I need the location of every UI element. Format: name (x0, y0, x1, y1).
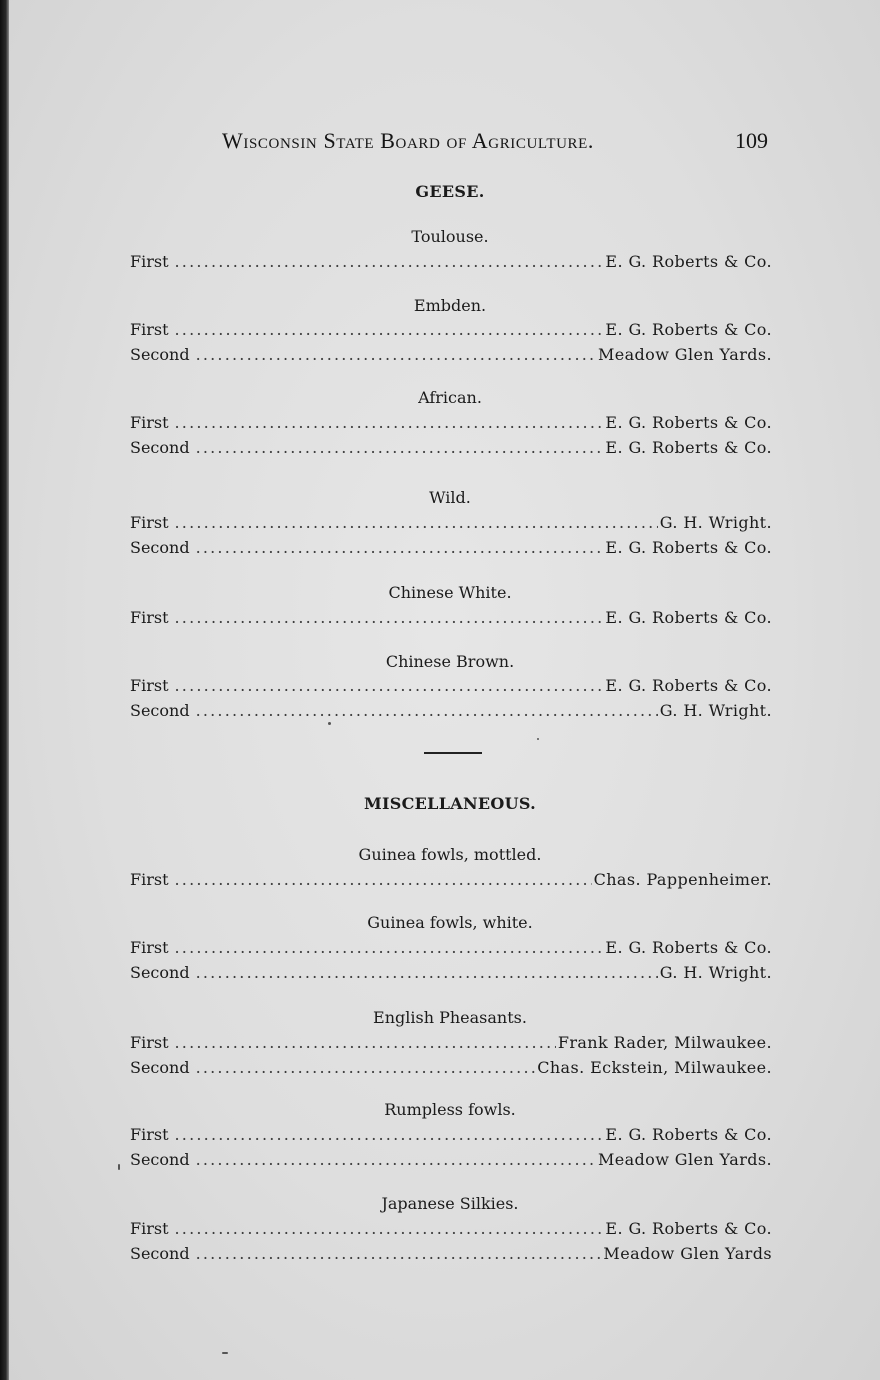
dot-leader (196, 1150, 596, 1169)
award-winner: E. G. Roberts & Co. (605, 252, 772, 271)
group-title-embden: Embden. (413, 296, 487, 315)
dot-leader (175, 1033, 556, 1052)
group-title-japanese-silkies: Japanese Silkies. (381, 1194, 519, 1213)
award-winner: E. G. Roberts & Co. (605, 1125, 772, 1144)
award-row (130, 676, 772, 698)
award-row (130, 413, 772, 435)
award-winner: E. G. Roberts & Co. (605, 320, 772, 339)
award-winner: G. H. Wright. (659, 963, 772, 982)
section-title-geese: GEESE. (415, 182, 485, 201)
award-place: Second (130, 538, 190, 557)
award-winner: Chas. Pappenheimer. (593, 870, 772, 889)
award-place: Second (130, 1244, 190, 1263)
group-title-toulouse: Toulouse. (411, 227, 489, 246)
award-winner: E. G. Roberts & Co. (605, 938, 772, 957)
award-place: Second (130, 345, 190, 364)
award-winner: Frank Rader, Milwaukee. (557, 1033, 772, 1052)
group-title-guinea-white: Guinea fowls, white. (367, 913, 533, 932)
award-row (130, 870, 772, 892)
award-row (130, 513, 772, 535)
dot-leader (175, 938, 604, 957)
award-winner: E. G. Roberts & Co. (605, 608, 772, 627)
award-winner: E. G. Roberts & Co. (605, 413, 772, 432)
dot-leader (175, 676, 604, 695)
award-place: First (130, 676, 169, 695)
scan-speck (222, 1352, 228, 1354)
award-place: Second (130, 701, 190, 720)
scan-speck (118, 1164, 120, 1170)
award-row (130, 701, 772, 723)
award-winner: E. G. Roberts & Co. (605, 676, 772, 695)
scan-speck (537, 738, 539, 740)
award-row (130, 963, 772, 985)
award-winner: G. H. Wright. (659, 513, 772, 532)
award-row (130, 538, 772, 560)
award-place: First (130, 413, 169, 432)
award-place: First (130, 320, 169, 339)
award-row (130, 608, 772, 630)
award-row (130, 320, 772, 342)
dot-leader (175, 513, 658, 532)
page-header (130, 128, 770, 158)
dot-leader (175, 870, 592, 889)
dot-leader (175, 320, 604, 339)
award-row (130, 438, 772, 460)
award-place: Second (130, 438, 190, 457)
group-title-wild: Wild. (429, 488, 471, 507)
dot-leader (196, 963, 658, 982)
award-winner: E. G. Roberts & Co. (605, 1219, 772, 1238)
award-row (130, 938, 772, 960)
group-title-english-pheasants: English Pheasants. (373, 1008, 527, 1027)
award-place: First (130, 608, 169, 627)
dot-leader (196, 1244, 602, 1263)
page-binding-edge (0, 0, 9, 1380)
award-place: Second (130, 1150, 190, 1169)
award-row (130, 252, 772, 274)
award-place: First (130, 938, 169, 957)
award-place: First (130, 1219, 169, 1238)
group-title-rumpless-fowls: Rumpless fowls. (384, 1100, 516, 1119)
award-winner: E. G. Roberts & Co. (605, 438, 772, 457)
award-winner: Meadow Glen Yards. (597, 345, 772, 364)
dot-leader (196, 701, 658, 720)
award-winner: E. G. Roberts & Co. (605, 538, 772, 557)
award-place: First (130, 870, 169, 889)
award-place: First (130, 252, 169, 271)
award-place: Second (130, 963, 190, 982)
award-winner: Meadow Glen Yards (603, 1244, 772, 1263)
award-row (130, 1244, 772, 1266)
dot-leader (175, 252, 604, 271)
dot-leader (175, 1219, 604, 1238)
group-title-guinea-mottled: Guinea fowls, mottled. (358, 845, 542, 864)
award-place: First (130, 1125, 169, 1144)
dot-leader (175, 413, 604, 432)
award-place: Second (130, 1058, 190, 1077)
dot-leader (196, 538, 604, 557)
running-head: Wisconsin State Board of Agriculture. (222, 128, 594, 153)
award-row (130, 1033, 772, 1055)
award-place: First (130, 513, 169, 532)
award-row (130, 1125, 772, 1147)
dot-leader (196, 1058, 536, 1077)
group-title-chinese-brown: Chinese Brown. (385, 652, 515, 671)
award-row (130, 1219, 772, 1241)
page-number: 109 (735, 128, 768, 153)
award-winner: Meadow Glen Yards. (597, 1150, 772, 1169)
award-row (130, 1150, 772, 1172)
award-winner: G. H. Wright. (659, 701, 772, 720)
award-row (130, 345, 772, 367)
section-divider-rule (424, 752, 482, 754)
award-winner: Chas. Eckstein, Milwaukee. (537, 1058, 772, 1077)
dot-leader (175, 608, 604, 627)
group-title-chinese-white: Chinese White. (388, 583, 512, 602)
dot-leader (196, 438, 604, 457)
scan-speck (328, 722, 331, 725)
section-title-miscellaneous: MISCELLANEOUS. (363, 794, 537, 813)
group-title-african: African. (418, 388, 482, 407)
dot-leader (196, 345, 596, 364)
award-row (130, 1058, 772, 1080)
award-place: First (130, 1033, 169, 1052)
dot-leader (175, 1125, 604, 1144)
